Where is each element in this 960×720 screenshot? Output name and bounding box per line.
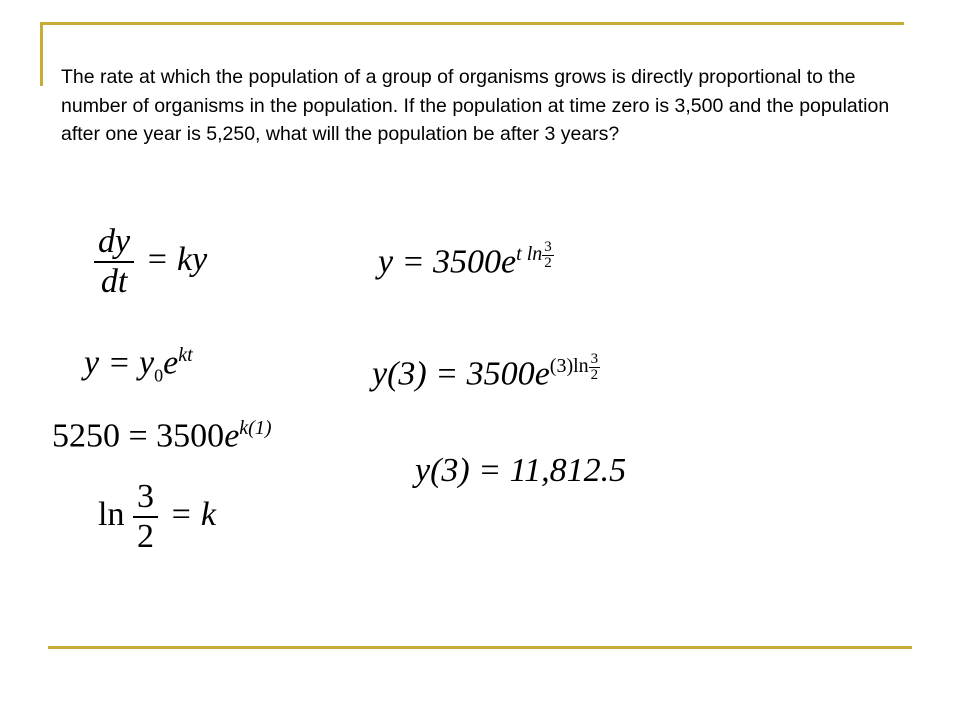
bottom-rule <box>48 646 912 649</box>
equation-particular-solution <box>378 240 554 279</box>
exponent: t ln 3 2 <box>516 239 552 271</box>
answer-text: y(3) = 11,812.5 <box>415 452 627 489</box>
left-rule <box>40 22 43 86</box>
top-rule <box>40 22 904 25</box>
exp-base: e <box>501 243 517 281</box>
denominator: dt <box>100 263 128 300</box>
equation-k-value <box>98 480 219 554</box>
numerator: dy <box>94 225 134 263</box>
rhs: = ky <box>145 240 208 278</box>
lhs: y(3) = 3500 <box>372 355 535 393</box>
problem-statement: The rate at which the population of a group of organisms grows is directly proportional to the number of organisms in the population. If the population at time zero is 3,500 and the population after one year is 5,250, what will the population be after 3 years? <box>61 66 890 145</box>
ln-label: ln <box>98 495 125 533</box>
rhs: = k <box>169 495 216 533</box>
exp-base: e <box>163 344 179 382</box>
equation-answer <box>415 454 626 488</box>
exponent: kt <box>178 344 193 366</box>
lhs: y = 3500 <box>378 243 502 281</box>
lhs: y = y <box>84 344 155 382</box>
numerator: 3 <box>133 480 158 518</box>
lhs: 5250 = 3500 <box>52 417 225 455</box>
denominator: 2 <box>136 518 154 555</box>
exponent-fraction: $\frac{3}{2}$ <box>544 239 552 271</box>
exp-base: e <box>224 417 240 455</box>
equation-general-solution <box>84 345 193 384</box>
equation-evaluate-at-3 <box>372 352 600 391</box>
exp-base: e <box>534 355 550 393</box>
fraction-dy-dt <box>94 225 134 299</box>
exponent: (3)ln 3 2 <box>549 351 599 383</box>
subscript: 0 <box>154 365 164 386</box>
equation-substitution <box>52 418 271 453</box>
exponent: k(1) <box>239 417 272 439</box>
fraction-three-halves <box>133 480 158 554</box>
exponent-fraction: $\frac{3}{2}$ <box>590 351 599 383</box>
equation-differential <box>94 225 210 299</box>
